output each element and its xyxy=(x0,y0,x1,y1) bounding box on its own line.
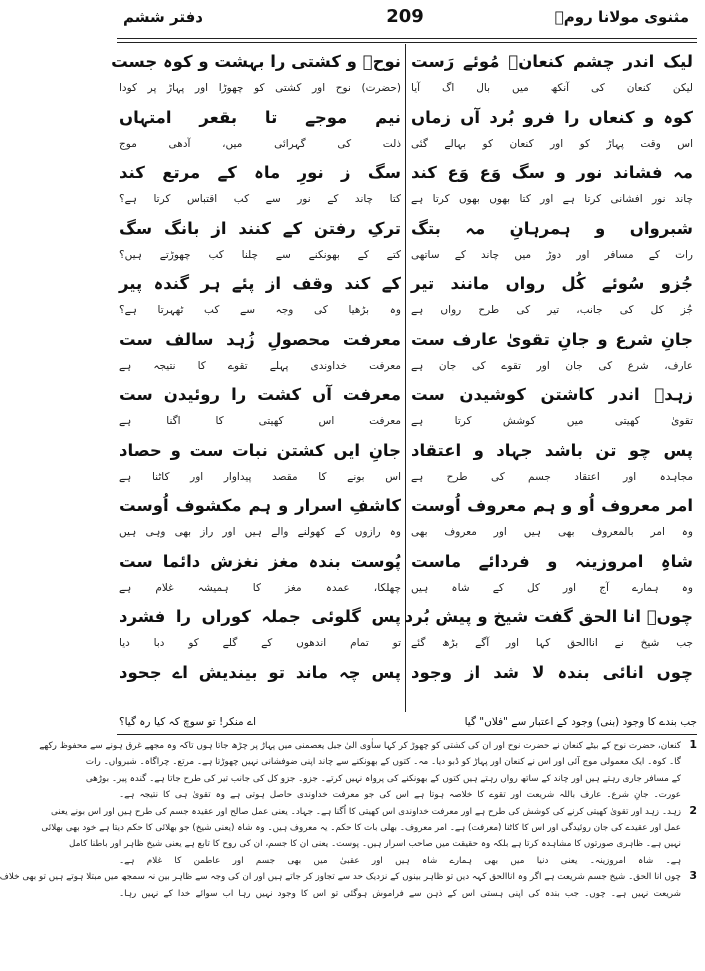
couplet xyxy=(411,492,693,548)
verse-line: ترکِ رفتن کے کنند از بانگ سگ xyxy=(119,218,401,238)
footnote-line: شریعت نہیں ہے۔ چوں۔ جب بندہ کی اپنی ہستی اس کے ذہن سے فراموش ہوگئی تو اس کا وجود نہیں رہا اب سوائے خدا کے نہیں رہا۔ xyxy=(119,888,681,899)
translation-line: رات کے مسافر اور دوڑ میں چاند کے ساتھی xyxy=(411,248,693,261)
translation-line: (حضرت) نوح اور کشتی کو چھوڑا اور پہاڑ پر کودا xyxy=(119,82,401,94)
translation-line: چاند نور افشانی کرتا ہے اور کتا بھوں بھوں کرتا ہے xyxy=(411,193,693,205)
footnote-rule xyxy=(117,734,697,735)
footnote-line: کنعان، حضرت نوح کے بیٹے کنعان نے حضرت نوح اور ان کی کشتی کو چھوڑ کر کہا ساٰوی الیٰ جبل یعصمنی میں پہاڑ پر چڑھ جاتا ہوں تاکہ وہ مجھے غرق ہونے سے محفوظ رکھے xyxy=(39,741,681,751)
verse-line: پس گلوئی جملہ کوراں را فشرد xyxy=(119,607,401,626)
translation-line: جب بندے کا وجود (بنی) وجود کے اعتبار سے "فلاں" گیا xyxy=(464,716,697,728)
couplet xyxy=(411,548,693,604)
translation-line: معرفت خداوندی پہلے تقوے کا نتیجہ ہے xyxy=(119,359,401,372)
couplet xyxy=(411,104,693,160)
verse-line: پس چہ ماند تو بیندیش اے جحود xyxy=(119,662,401,682)
verse-line: جانِ شرع و جانِ تقویٰ عارف ست xyxy=(411,329,693,349)
couplet xyxy=(411,326,693,382)
couplet xyxy=(119,381,401,437)
translation-line: تو تمام اندھوں کے گلے کو دبا دیا xyxy=(119,637,401,649)
verse-line: معرفت آں کشت را روئیدن ست xyxy=(119,385,401,404)
verse-line: کاشفِ اسرار و ہم مکشوف اُوست xyxy=(119,496,401,515)
translation-line: چھلکا، عمدہ مغز کا ہمیشہ غلام ہے xyxy=(119,581,401,594)
verse-line: جانِ ایں کشتن نبات ست و حصاد xyxy=(119,440,401,460)
couplet xyxy=(411,659,693,715)
footnote-line: ہے۔ شاہ امروزینہ۔ یعنی دنیا میں بھی ہمارے شاہ ہیں اور عقبیٰ میں بھی جسم اور عاطمن کا غلام ہے۔ xyxy=(119,855,681,866)
translation-line: جب شیخ نے اناالحق کہا اور آگے بڑھ گئے xyxy=(411,637,693,649)
couplet xyxy=(119,159,401,215)
verse-line: پُوست بندہ مغز نغزش دائما ست xyxy=(119,551,401,571)
footnote-line: زہد۔ زہد اور تقویٰ کھیتی کرنے کی کوشش کی طرح ہے اور معرفت خداوندی اس کھیتی کا اُگنا ہے۔ جہاد۔ یعنی عمل صالح اور عقیدہ جسم کی طرح ہیں اور اس بونے یعنی xyxy=(50,806,681,817)
footnote-number: 2 xyxy=(689,803,697,817)
translation-line: لیکن کنعان کی آنکھ میں بال اگ آیا xyxy=(411,82,693,94)
couplet xyxy=(411,437,693,493)
verse-line: لیک اندر چشم کنعانؔ مُوئے رَست xyxy=(411,52,693,71)
couplet xyxy=(411,215,693,271)
translation-line: اس بونے کا مقصد پیداوار اور کاٹنا ہے xyxy=(119,470,401,483)
verse-line: نوحؑ و کشتی را بہشت و کوہ جست xyxy=(111,52,401,71)
verse-line: پس چو تن باشد جہاد و اعتقاد xyxy=(411,440,693,460)
footnote-line: چوں انا الحق۔ شیخ جسم شریعت ہے اگر وہ اناالحق کہہ دیں تو ظاہر بینوں کے نزدیک حد سے تجاوز کر جاتے ہیں اور ان کی وجہ سے ظاہر بین نہ سمجھ میں مبتلا ہوتے ہیں تو بھی خلاف xyxy=(0,872,681,883)
couplet xyxy=(411,159,693,215)
footnote-line: گا۔ کوہ۔ ایک معمولی موج آئی اور اس نے کنعان اور پہاڑ کو ڈبو دیا۔ مہ۔ کتوں کے بھونکنے سے چاند اپنی ضوفشانی نہیں چھوڑتا ہے۔ مرتع۔ چراگاہ۔ شبرواں۔ رات xyxy=(85,757,681,768)
left-column xyxy=(111,48,401,714)
footnote-number: 1 xyxy=(689,738,697,751)
translation-line: اے منکر! تو سوچ کہ کیا رہ گیا؟ xyxy=(119,716,257,728)
translation-line: وہ امر بالمعروف بھی ہیں اور معروف بھی xyxy=(411,526,693,538)
verse-line: چوںؔ انا الحق گفت شیخ و پیش بُرد xyxy=(404,607,693,626)
couplet xyxy=(411,270,693,326)
couplet xyxy=(119,548,401,604)
couplet xyxy=(411,48,693,104)
header-rule-inner xyxy=(117,42,697,43)
header-rule xyxy=(117,38,697,39)
verse-line: زہدؔ اندر کاشتن کوشیدن ست xyxy=(411,385,693,404)
verse-line: شبرواں و ہمرہانِ مہ بتگ xyxy=(411,218,693,238)
footnote-number: 3 xyxy=(689,869,697,883)
couplet xyxy=(411,381,693,437)
translation-line xyxy=(119,686,401,712)
couplet xyxy=(404,603,693,659)
verse-line: سگ ز نورِ ماہ کے مرتع کند xyxy=(119,163,401,182)
verse-line: کے کند وقف از پئے ہر گندہ پیر xyxy=(119,274,401,293)
footnote-line: عورت۔ جانِ شرع۔ عارف باللہ شریعت اور تقوے کا خلاصہ ہوتا ہے اس کی جو معرفت خداوندی حاصل ہوتی ہے وہ تقویٰ ہی کا نتیجہ ہے۔ xyxy=(119,790,681,801)
footnote xyxy=(39,738,697,804)
book-title: مثنوی مولانا رومؒ xyxy=(554,8,689,26)
section-title: دفتر ششم xyxy=(123,8,203,26)
verse-line: چوں انائی بندہ لا شد از وجود xyxy=(411,662,693,682)
couplet xyxy=(119,659,401,715)
translation-line: وہ ہمارے آج اور کل کے شاہ ہیں xyxy=(411,581,693,594)
couplet xyxy=(111,48,401,104)
couplet xyxy=(119,437,401,493)
final-translation-row xyxy=(119,712,697,732)
footnote-line: نہیں ہے۔ ظاہری صورتوں کا مشاہدہ کرتا ہے بلکہ وہ حقیقت میں صاحب اسرار ہیں۔ پوست۔ یعنی ان کا جسم، ان کی روح کا تابع ہے یعنی شیخ ظاہر اور باطنا کامل xyxy=(69,839,681,850)
verse-line: کوہ و کنعاں را فرو بُرد آں زماں xyxy=(411,107,693,127)
translation-line: معرفت اس کھیتی کا اگنا ہے xyxy=(119,415,401,427)
couplet xyxy=(119,492,401,548)
footnotes xyxy=(0,738,697,902)
translation-line: مجاہدہ اور اعتقاد جسم کی طرح ہے xyxy=(411,470,693,483)
translation-line: کتا چاند کے نور سے کب اقتباس کرتا ہے؟ xyxy=(119,193,401,205)
verse-line: جُزو سُوئے کُل رواں مانند تیر xyxy=(411,274,693,293)
verse-line: شاہِ امروزینہ و فردائے ماست xyxy=(411,551,693,571)
right-column xyxy=(404,48,693,714)
couplet xyxy=(119,270,401,326)
verse-line: معرفت محصولِ زُہد سالف ست xyxy=(119,329,401,349)
translation-line: اس وقت پہاڑ کو اور کنعان کو بہالے گئی xyxy=(411,137,693,150)
footnote xyxy=(41,803,697,870)
translation-line: کتے کے بھونکنے سے چلنا کب چھوڑتے ہیں؟ xyxy=(119,248,401,261)
footnote-line: کے مسافر جاری رہتے ہیں اور چاند کے ساتھ رواں رہتے ہیں کتوں کے بھونکنے کی پرواہ نہیں کرتے۔ جزو۔ جزو کل کی جانب تیر کی طرح جاتا ہے۔ گندہ پیر۔ بوڑھی xyxy=(85,773,681,784)
translation-line: جُز کل کی جانب، تیر کی طرح رواں ہے xyxy=(411,304,693,316)
couplet xyxy=(119,215,401,271)
translation-line xyxy=(411,686,693,712)
couplet xyxy=(119,603,401,659)
page-number: 209 xyxy=(386,6,424,27)
translation-line: وہ رازوں کے کھولنے والے ہیں اور راز بھی وہی ہیں xyxy=(119,526,401,538)
verse-line: نیم موجے تا بقعر امتہاں xyxy=(119,107,401,127)
footnote xyxy=(0,869,697,902)
translation-line: تقویٰ کھیتی میں کوشش کرتا ہے xyxy=(411,415,693,427)
translation-line: ذلت کی گہرائی میں، آدھی موج xyxy=(119,137,401,150)
translation-line: وہ بڑھیا کی وجہ سے کب ٹھہرتا ہے؟ xyxy=(119,304,401,316)
verse-line: امر معروف اُو و ہم معروف اُوست xyxy=(411,496,693,515)
translation-line: عارف، شرع کی جان اور تقوے کی جان ہے xyxy=(411,359,693,372)
page-header xyxy=(105,0,705,38)
couplet xyxy=(119,104,401,160)
footnote-line: عمل اور عقیدے کی جان روئیدگی اور اس کا کاٹنا (معرفت) ہے۔ امر معروف۔ بھلی بات کا حکم۔ یہ معروف ہیں۔ وہ شاہ (یعنی شیخ) جو بھلائی کا حکم دیتا ہے خود بھی بھلائی xyxy=(41,822,681,833)
verse-line: مہ فشاند نور و سگ وَع وَع کند xyxy=(411,163,693,182)
couplet xyxy=(119,326,401,382)
